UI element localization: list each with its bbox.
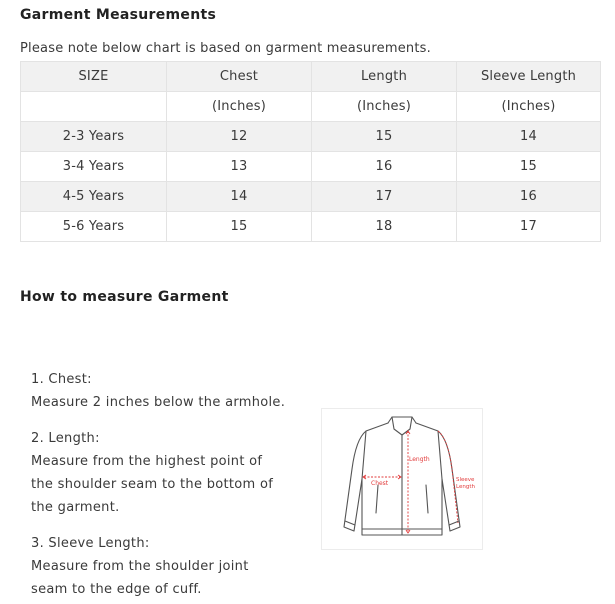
sleeve-label-line2: Length (456, 484, 475, 490)
step-label: 2. Length: (31, 431, 100, 446)
sleeve-cell: 16 (457, 182, 601, 212)
header-chest: Chest (167, 62, 312, 92)
size-chart-table (20, 61, 601, 242)
unit-cell: (Inches) (312, 92, 457, 122)
step-chest (31, 368, 316, 414)
length-cell: 16 (312, 152, 457, 182)
unit-cell (21, 92, 167, 122)
header-sleeve-length: Sleeve Length (457, 62, 601, 92)
size-cell: 2-3 Years (21, 122, 167, 152)
chest-cell: 12 (167, 122, 312, 152)
header-length: Length (312, 62, 457, 92)
step-line: the garment. (31, 500, 120, 515)
step-line: Measure 2 inches below the armhole. (31, 395, 286, 410)
length-cell: 15 (312, 122, 457, 152)
table-row (21, 122, 601, 152)
unit-cell: (Inches) (167, 92, 312, 122)
step-label: 3. Sleeve Length: (31, 536, 150, 551)
sleeve-measure-line (438, 431, 458, 523)
chest-measure-line (363, 475, 401, 479)
measure-steps (31, 368, 316, 601)
size-cell: 4-5 Years (21, 182, 167, 212)
jacket-diagram-svg (322, 409, 482, 549)
step-label: 1. Chest: (31, 372, 92, 387)
chest-cell: 13 (167, 152, 312, 182)
how-to-measure-title: How to measure Garment (20, 289, 229, 305)
table-units-row (21, 92, 601, 122)
table-row (21, 212, 601, 242)
page-title: Garment Measurements (20, 7, 217, 23)
unit-cell: (Inches) (457, 92, 601, 122)
length-measure-line (406, 431, 410, 533)
length-label: Length (409, 456, 430, 463)
size-cell: 3-4 Years (21, 152, 167, 182)
jacket-measure-diagram (321, 408, 483, 550)
length-cell: 17 (312, 182, 457, 212)
sleeve-cell: 15 (457, 152, 601, 182)
sleeve-cell: 17 (457, 212, 601, 242)
jacket-outline-icon (344, 417, 460, 535)
step-line: Measure from the highest point of (31, 454, 263, 469)
size-cell: 5-6 Years (21, 212, 167, 242)
sleeve-label-line1: Sleeve (456, 477, 475, 483)
step-line: the shoulder seam to the bottom of (31, 477, 274, 492)
sleeve-cell: 14 (457, 122, 601, 152)
step-sleeve-length (31, 532, 316, 601)
chest-label: Chest (371, 480, 389, 487)
header-size: SIZE (21, 62, 167, 92)
table-row (21, 152, 601, 182)
chest-cell: 15 (167, 212, 312, 242)
table-row (21, 182, 601, 212)
chest-cell: 14 (167, 182, 312, 212)
length-cell: 18 (312, 212, 457, 242)
step-line: seam to the edge of cuff. (31, 582, 202, 597)
step-line: Measure from the shoulder joint (31, 559, 249, 574)
table-header-row (21, 62, 601, 92)
chart-note: Please note below chart is based on garment measurements. (20, 41, 431, 56)
step-length (31, 427, 316, 519)
